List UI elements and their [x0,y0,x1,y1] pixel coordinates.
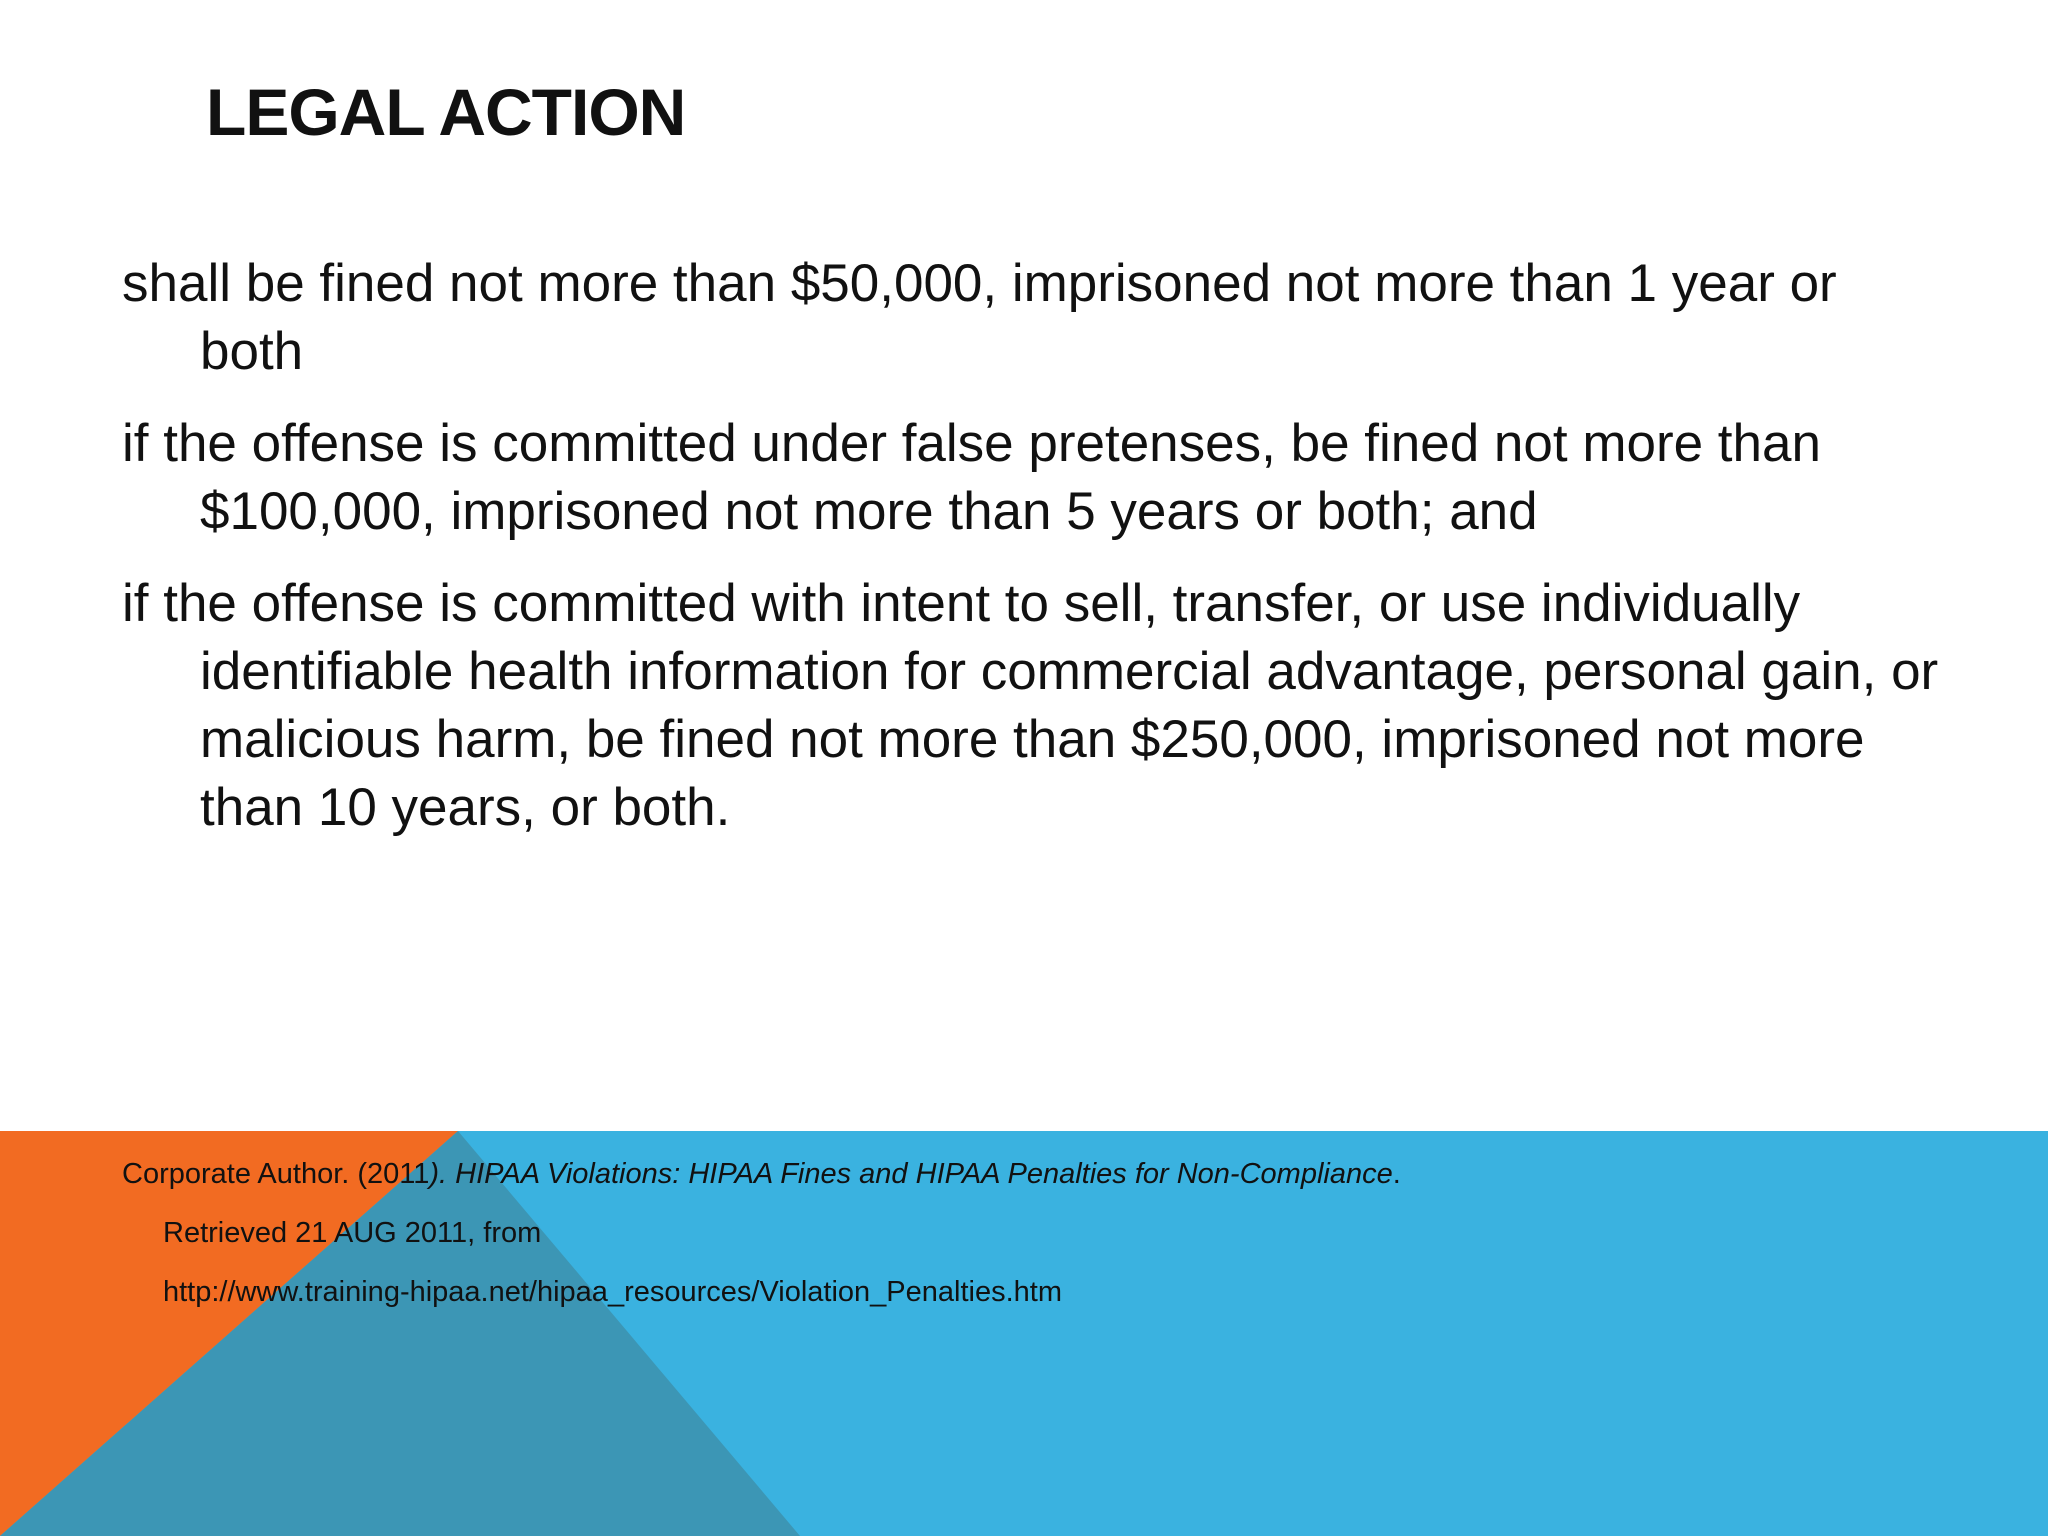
slide-body [122,250,1942,866]
body-paragraph-2: if the offense is committed under false pretenses, be fined not more than $100,000, imprisoned not more than 5 years or both; and [122,414,1821,541]
citation-retrieved: Retrieved 21 AUG 2011, from [163,1217,542,1249]
body-paragraph-1: shall be fined not more than $50,000, imprisoned not more than 1 year or both [122,254,1837,381]
citation [122,1145,1401,1322]
citation-line-1 [122,1145,1401,1204]
citation-period: . [1392,1158,1401,1190]
citation-url: http://www.training-hipaa.net/hipaa_resources/Violation_Penalties.htm [163,1276,1062,1308]
citation-author: Corporate Author. (2011 [122,1158,430,1190]
slide-title: LEGAL ACTION [206,75,686,149]
citation-work-title: ). HIPAA Violations: HIPAA Fines and HIPAA Penalties for Non-Compliance [429,1158,1393,1190]
body-paragraph-3: if the offense is committed with intent to sell, transfer, or use individually identifiable health information for commercial advantage, personal gain, or malicious harm, be fined not more than $250,000, imprisoned not more than 10 years, or both. [122,574,1939,837]
